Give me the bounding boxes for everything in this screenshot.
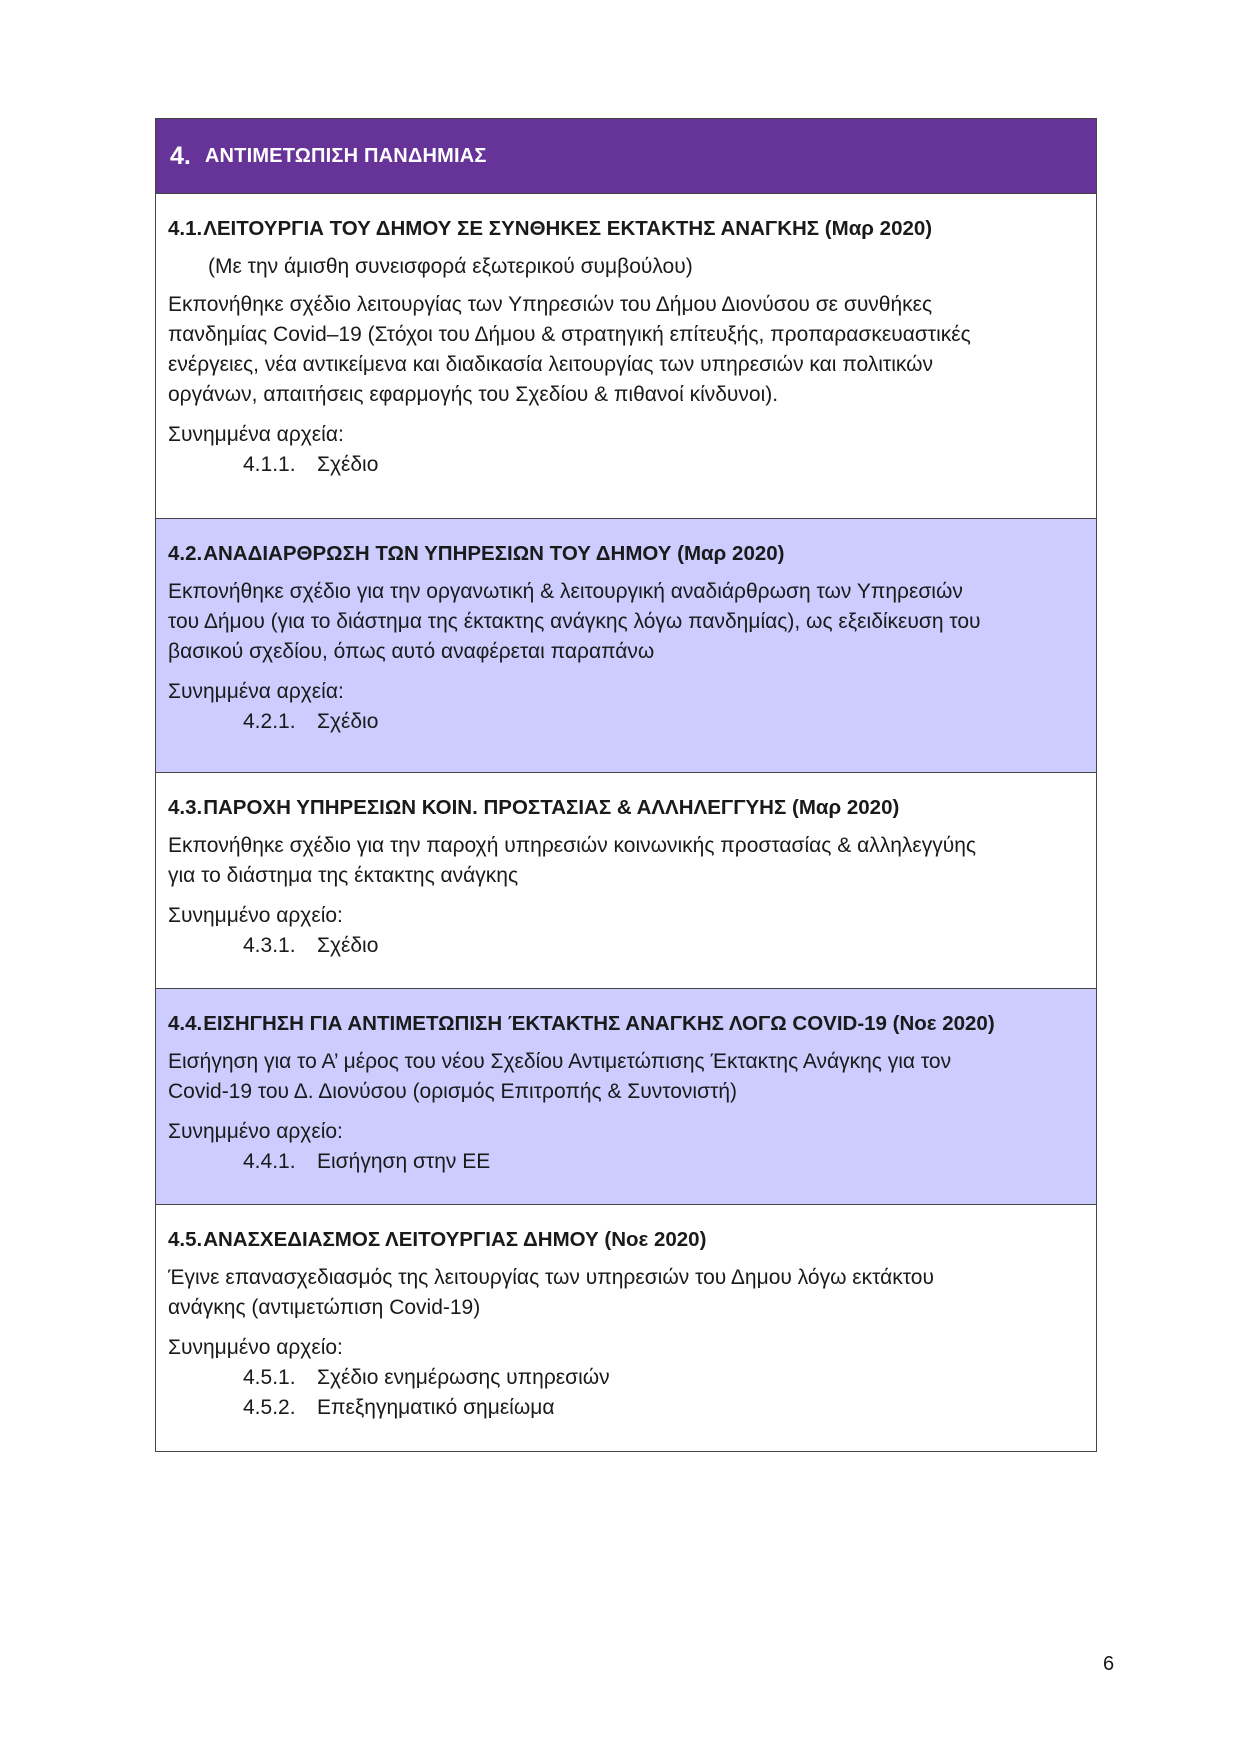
attachment-number: 4.2.1. <box>243 710 296 733</box>
section-number: 4.2. <box>168 542 203 565</box>
attachment-number: 4.5.2. <box>243 1396 296 1419</box>
attachment-name: Επεξηγηματικό σημείωμα <box>317 1396 555 1419</box>
section-4-3 <box>156 773 1096 989</box>
section-4-5 <box>156 1205 1096 1451</box>
body-line: Έγινε επανασχεδιασμός της λειτουργίας των υπηρεσιών του Δημου λόγω εκτάκτου <box>168 1266 934 1289</box>
attachments-label: Συνημμένο αρχείο: <box>168 904 343 927</box>
chapter-title: ΑΝΤΙΜΕΤΩΠΙΣΗ ΠΑΝΔΗΜΙΑΣ <box>204 144 487 167</box>
attachments-label: Συνημμένα αρχεία: <box>168 423 344 446</box>
section-body <box>168 577 1084 667</box>
section-number: 4.5. <box>168 1228 203 1251</box>
section-title <box>168 793 1084 823</box>
body-line: για το διάστημα της έκτακτης ανάγκης <box>168 864 519 887</box>
section-body <box>168 1263 1084 1323</box>
attachment-item <box>168 1147 1084 1177</box>
attachment-item <box>168 1393 1084 1423</box>
attachment-name: Σχέδιο <box>317 934 379 957</box>
section-title <box>168 539 1084 569</box>
section-4-2 <box>156 519 1096 773</box>
section-heading: ΕΙΣΗΓΗΣΗ ΓΙΑ ΑΝΤΙΜΕΤΩΠΙΣΗ ΈΚΤΑΚΤΗΣ ΑΝΑΓΚΗΣ ΛΟΓΩ COVID-19 (Νοε 2020) <box>203 1012 995 1035</box>
attachment-name: Σχέδιο ενημέρωσης υπηρεσιών <box>317 1366 610 1389</box>
attachment-number: 4.3.1. <box>243 934 296 957</box>
section-body <box>168 290 1084 410</box>
attachment-name: Σχέδιο <box>317 710 379 733</box>
body-line: πανδημίας Covid–19 (Στόχοι του Δήμου & στρατηγική επίτευξής, προπαρασκευαστικές <box>168 323 971 346</box>
section-title <box>168 214 1084 244</box>
section-body <box>168 831 1084 891</box>
body-line: ανάγκης (αντιμετώπιση Covid-19) <box>168 1296 481 1319</box>
section-title <box>168 1009 1084 1039</box>
body-line: Εισήγηση για το Α’ μέρος του νέου Σχεδίου Αντιμετώπισης Έκτακτης Ανάγκης για τον <box>168 1050 952 1073</box>
chapter-header <box>156 119 1096 194</box>
attachments-label: Συνημμένο αρχείο: <box>168 1336 343 1359</box>
body-line: του Δήμου (για το διάστημα της έκτακτης ανάγκης λόγω πανδημίας), ως εξειδίκευση του <box>168 610 981 633</box>
section-table <box>155 118 1097 1452</box>
body-line: Εκπονήθηκε σχέδιο λειτουργίας των Υπηρεσιών του Δήμου Διονύσου σε συνθήκες <box>168 293 933 316</box>
section-4-4 <box>156 989 1096 1205</box>
attachment-item <box>168 707 1084 737</box>
body-line: Covid-19 του Δ. Διονύσου (ορισμός Επιτροπής & Συντονιστή) <box>168 1080 738 1103</box>
attachment-number: 4.4.1. <box>243 1150 296 1173</box>
section-heading: ΠΑΡΟΧΗ ΥΠΗΡΕΣΙΩΝ ΚΟΙΝ. ΠΡΟΣΤΑΣΙΑΣ & ΑΛΛΗΛΕΓΓΥΗΣ (Μαρ 2020) <box>203 796 900 819</box>
body-line: Εκπονήθηκε σχέδιο για την παροχή υπηρεσιών κοινωνικής προστασίας & αλληλεγγύης <box>168 834 977 857</box>
attachment-item <box>168 1363 1084 1393</box>
section-4-1 <box>156 194 1096 519</box>
page-number: 6 <box>1103 1653 1115 1675</box>
section-note: (Με την άμισθη συνεισφορά εξωτερικού συμβούλου) <box>208 255 693 278</box>
body-line: οργάνων, απαιτήσεις εφαρμογής του Σχεδίου & πιθανοί κίνδυνοι). <box>168 383 779 406</box>
body-line: ενέργειες, νέα αντικείμενα και διαδικασία λειτουργίας των υπηρεσιών και πολιτικών <box>168 353 934 376</box>
section-body <box>168 1047 1084 1107</box>
section-heading: ΑΝΑΣΧΕΔΙΑΣΜΟΣ ΛΕΙΤΟΥΡΓΙΑΣ ΔΗΜΟΥ (Νοε 2020) <box>203 1228 707 1251</box>
section-number: 4.1. <box>168 217 203 240</box>
section-number: 4.3. <box>168 796 203 819</box>
section-heading: ΑΝΑΔΙΑΡΘΡΩΣΗ ΤΩΝ ΥΠΗΡΕΣΙΩΝ ΤΟΥ ΔΗΜΟΥ (Μαρ 2020) <box>203 542 785 565</box>
attachment-item <box>168 450 1084 480</box>
section-title <box>168 1225 1084 1255</box>
body-line: Εκπονήθηκε σχέδιο για την οργανωτική & λειτουργική αναδιάρθρωση των Υπηρεσιών <box>168 580 963 603</box>
attachments-label: Συνημμένο αρχείο: <box>168 1120 343 1143</box>
attachment-number: 4.5.1. <box>243 1366 296 1389</box>
attachment-name: Εισήγηση στην ΕΕ <box>317 1150 491 1173</box>
section-heading: ΛΕΙΤΟΥΡΓΙΑ ΤΟΥ ΔΗΜΟΥ ΣΕ ΣΥΝΘΗΚΕΣ ΕΚΤΑΚΤΗΣ ΑΝΑΓΚΗΣ (Μαρ 2020) <box>203 217 933 240</box>
chapter-number: 4. <box>170 141 191 170</box>
attachments-label: Συνημμένα αρχεία: <box>168 680 344 703</box>
attachment-name: Σχέδιο <box>317 453 379 476</box>
section-number: 4.4. <box>168 1012 203 1035</box>
body-line: βασικού σχεδίου, όπως αυτό αναφέρεται παραπάνω <box>168 640 655 663</box>
attachment-item <box>168 931 1084 961</box>
attachment-number: 4.1.1. <box>243 453 296 476</box>
